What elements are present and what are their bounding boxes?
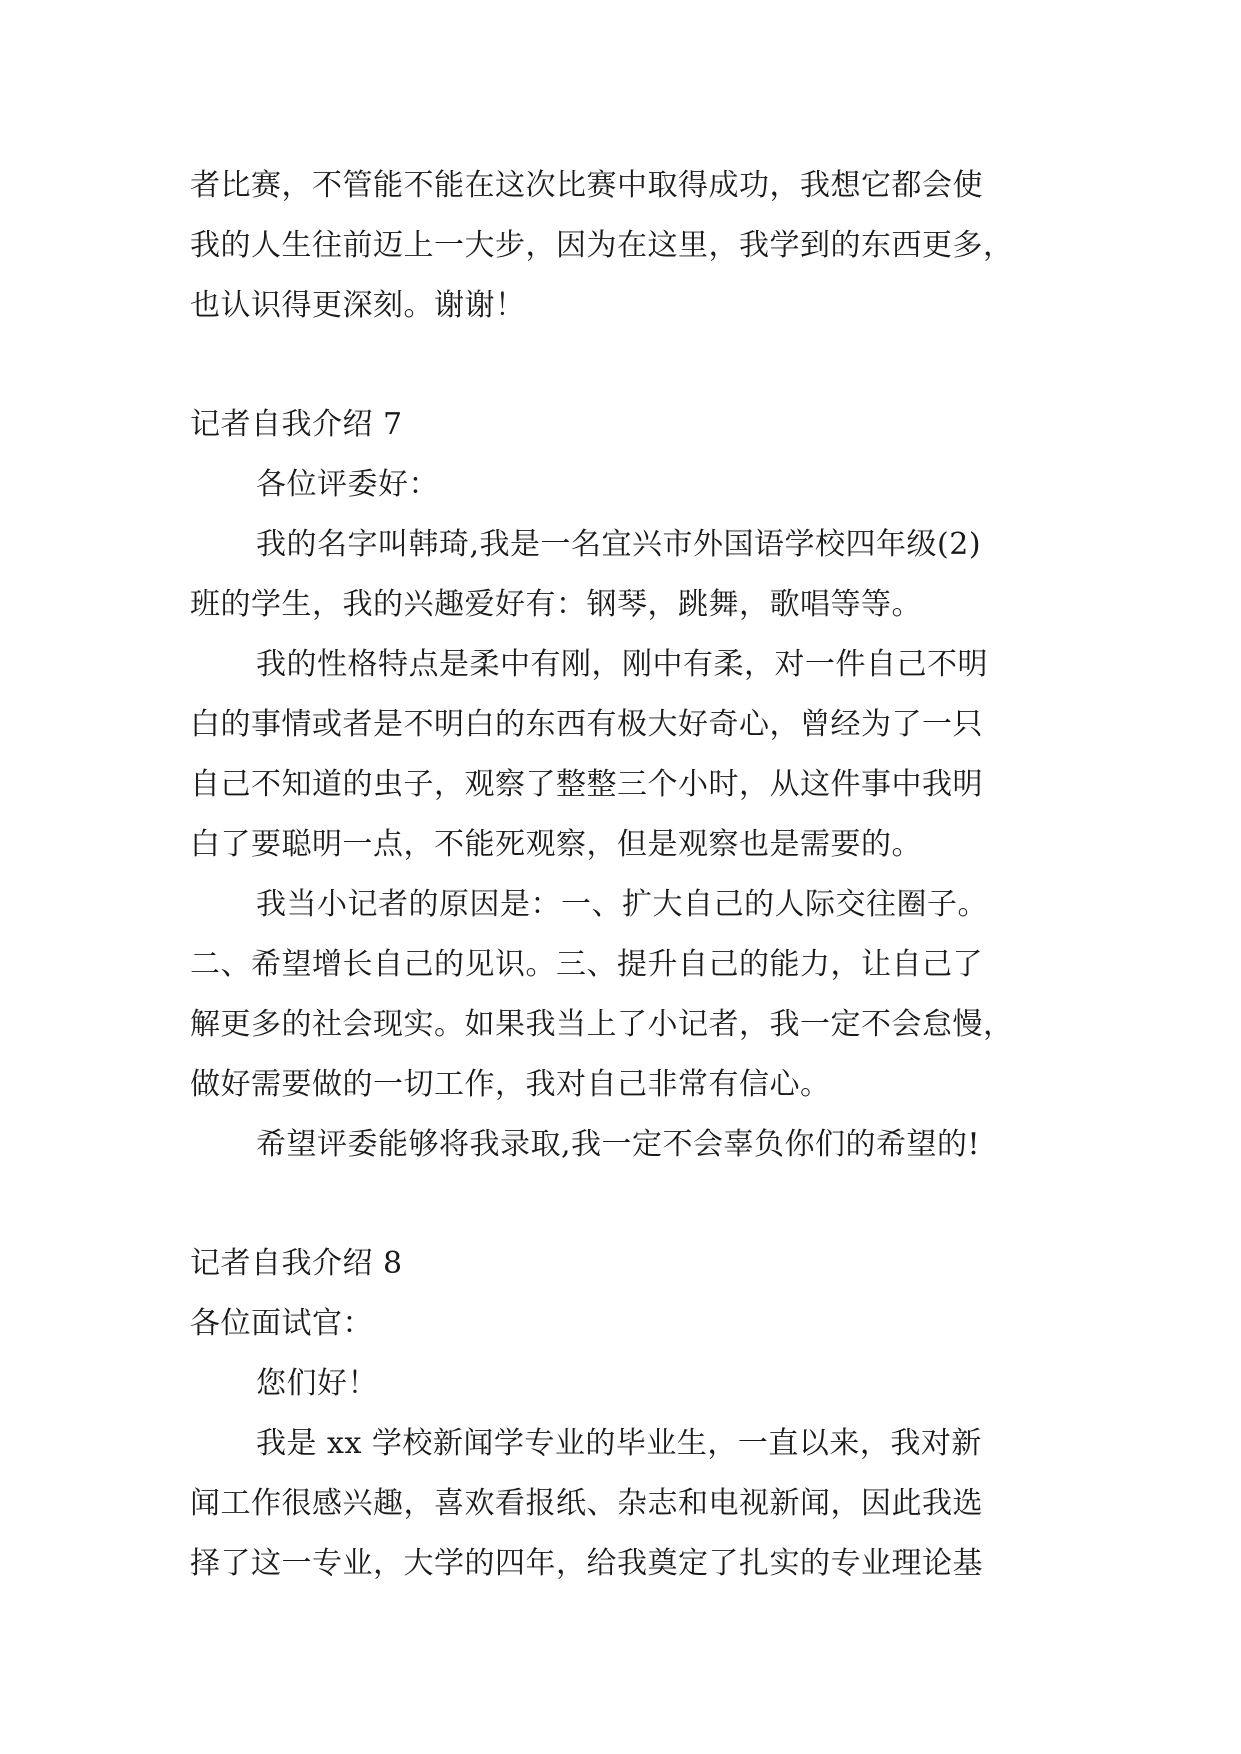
- section-heading-8: 记者自我介绍 8: [190, 1246, 403, 1281]
- paragraph-line: 班的学生，我的兴趣爱好有：钢琴，跳舞，歌唱等等。: [190, 587, 922, 622]
- paragraph-line: 我是 xx 学校新闻学专业的毕业生，一直以来，我对新: [256, 1426, 982, 1461]
- paragraph-line: 二、希望增长自己的见识。三、提升自己的能力，让自己了: [190, 947, 983, 982]
- paragraph-line: 我当小记者的原因是：一、扩大自己的人际交往圈子。: [256, 887, 988, 922]
- paragraph-line: 白的事情或者是不明白的东西有极大好奇心，曾经为了一只: [190, 707, 983, 742]
- paragraph-line: 解更多的社会现实。如果我当上了小记者，我一定不会怠慢，: [190, 1007, 1014, 1042]
- greeting-line: 各位面试官：: [190, 1306, 373, 1341]
- paragraph-line: 我的人生往前迈上一大步，因为在这里，我学到的东西更多，: [190, 228, 1014, 263]
- greeting-line: 各位评委好：: [256, 467, 439, 502]
- paragraph-line: 我的名字叫韩琦,我是一名宜兴市外国语学校四年级(2): [256, 527, 982, 562]
- paragraph-line: 我的性格特点是柔中有刚，刚中有柔，对一件自己不明: [256, 647, 988, 682]
- paragraph-line: 白了要聪明一点，不能死观察，但是观察也是需要的。: [190, 827, 922, 862]
- paragraph-line: 做好需要做的一切工作，我对自己非常有信心。: [190, 1067, 831, 1102]
- paragraph-line: 希望评委能够将我录取,我一定不会辜负你们的希望的!: [256, 1127, 981, 1162]
- paragraph-line: 择了这一专业，大学的四年，给我奠定了扎实的专业理论基: [190, 1546, 983, 1581]
- section-heading-7: 记者自我介绍 7: [190, 407, 403, 442]
- paragraph-line: 者比赛，不管能不能在这次比赛中取得成功，我想它都会使: [190, 168, 983, 203]
- greeting-line: 您们好！: [256, 1366, 378, 1401]
- paragraph-line: 自己不知道的虫子，观察了整整三个小时，从这件事中我明: [190, 767, 983, 802]
- paragraph-line: 也认识得更深刻。谢谢！: [190, 288, 526, 323]
- paragraph-line: 闻工作很感兴趣，喜欢看报纸、杂志和电视新闻，因此我选: [190, 1486, 983, 1521]
